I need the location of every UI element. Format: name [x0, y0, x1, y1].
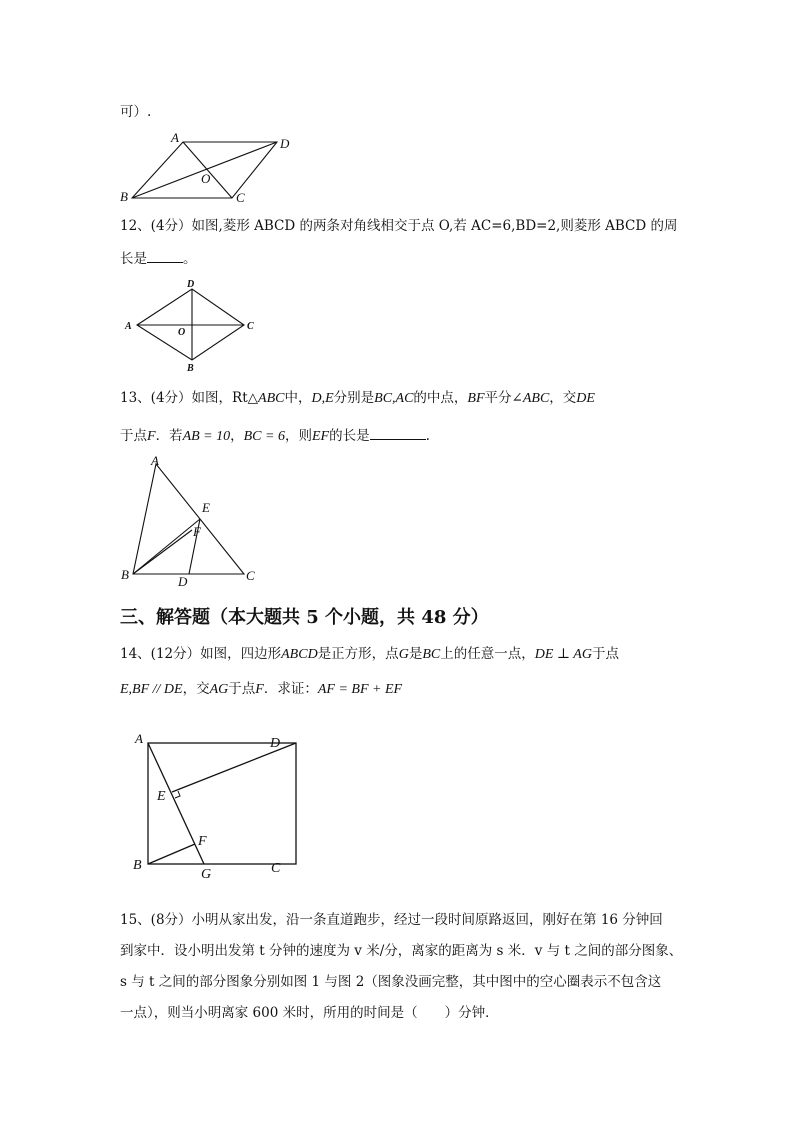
question-15-line-4: 一点），则当小明离家 600 米时，所用的时间是（ ）分钟． — [120, 1005, 499, 1021]
q13-math: D,E — [311, 391, 334, 406]
figure-square — [125, 727, 300, 882]
label-a: A — [171, 130, 179, 145]
question-14-line-1 — [120, 645, 619, 664]
figure-parallelogram — [110, 128, 310, 208]
question-12-line-2 — [120, 248, 197, 268]
q12-text: 长是 — [120, 251, 147, 267]
q13-text: ．若 — [155, 428, 183, 444]
label-f: F — [193, 524, 201, 539]
q14-math: ABCD — [281, 647, 318, 662]
q14-text: 是正方形，点 — [317, 646, 399, 662]
question-13-line-1 — [120, 389, 595, 408]
label-c: C — [247, 321, 254, 332]
label-b: B — [121, 567, 129, 582]
section-heading: 三、解答题（本大题共 5 个小题，共 48 分） — [120, 607, 489, 628]
q12-end: 。 — [183, 251, 197, 267]
q14-math: BC — [422, 647, 441, 662]
q14-text: 于点 — [591, 646, 619, 662]
q13-text: 的长是 — [329, 428, 370, 444]
q13-text: ，交 — [549, 390, 577, 406]
q14-text: 14、(12分）如图，四边形 — [120, 646, 282, 662]
q14-math: F — [255, 682, 264, 697]
question-13-line-2 — [120, 425, 430, 446]
label-b: B — [133, 858, 142, 873]
q13-text: 中， — [284, 390, 312, 406]
label-d: D — [187, 279, 195, 290]
question-15-line-2: 到家中．设小明出发第 t 分钟的速度为 v 米/分，离家的距离为 s 米．v 与 t 之间的部分图象、 — [120, 943, 683, 959]
label-o: O — [178, 327, 186, 338]
q13-math: EF — [311, 429, 330, 444]
q14-math: AG — [209, 682, 229, 697]
label-a: A — [125, 321, 132, 332]
q13-math: DE — [576, 391, 595, 406]
question-15-line-1: 15、(8分）小明从家出发，沿一条直道跑步，经过一段时间原路返回，刚好在第 16 分钟回 — [120, 912, 663, 928]
q13-text: 平分∠ — [484, 390, 523, 406]
q14-text: 于点 — [228, 681, 256, 697]
q13-math: BC = 6 — [243, 429, 285, 444]
q13-math: AB = 10 — [182, 429, 231, 444]
label-o: O — [201, 171, 211, 186]
q13-text: 13、(4分）如图，Rt△ — [120, 390, 259, 406]
q14-math: AF = BF + EF — [317, 682, 403, 697]
label-a: A — [135, 731, 143, 746]
figure-rhombus — [120, 278, 270, 373]
q14-text: 上的任意一点， — [440, 646, 535, 662]
label-c: C — [271, 861, 281, 876]
q14-text: 是 — [408, 646, 423, 662]
q13-math: ABC — [522, 391, 550, 406]
question-11-tail: 可）. — [120, 104, 152, 120]
answer-blank[interactable] — [370, 425, 426, 440]
label-f: F — [198, 834, 207, 849]
q13-math: BC,AC — [374, 391, 414, 406]
label-c: C — [236, 190, 245, 205]
q13-text: 的中点， — [413, 390, 468, 406]
label-d: D — [270, 736, 281, 751]
q13-text: 分别是 — [333, 390, 375, 406]
label-e: E — [202, 500, 210, 515]
label-d: D — [178, 574, 188, 589]
q13-math: ABC — [258, 391, 285, 406]
answer-blank[interactable] — [147, 248, 183, 263]
q13-math: F — [147, 429, 156, 444]
label-c: C — [246, 568, 255, 583]
q13-text: ， — [230, 428, 244, 444]
label-a: A — [151, 453, 159, 468]
q14-text: ．求证： — [263, 681, 318, 697]
figure-triangle — [115, 452, 265, 587]
question-12-line-1: 12、(4分）如图,菱形 ABCD 的两条对角线相交于点 O,若 AC=6,BD=2,则菱形 ABCD 的周 — [120, 218, 678, 234]
q13-text: 于点 — [120, 428, 147, 444]
q13-text: . — [425, 428, 430, 444]
label-b: B — [187, 363, 194, 374]
question-14-line-2 — [120, 680, 402, 699]
q13-math: BF — [467, 391, 485, 406]
label-d: D — [280, 136, 290, 151]
label-e: E — [157, 789, 166, 804]
q14-math: G — [398, 647, 409, 662]
label-b: B — [120, 189, 128, 204]
q14-math: E,BF // DE — [120, 682, 183, 697]
q14-text: ，交 — [182, 681, 210, 697]
q13-text: ，则 — [284, 428, 312, 444]
label-g: G — [201, 867, 212, 882]
q14-math: DE ⊥ AG — [534, 647, 592, 662]
question-15-line-3: s 与 t 之间的部分图象分别如图 1 与图 2（图象没画完整，其中图中的空心圈表示不包含这 — [120, 974, 662, 990]
